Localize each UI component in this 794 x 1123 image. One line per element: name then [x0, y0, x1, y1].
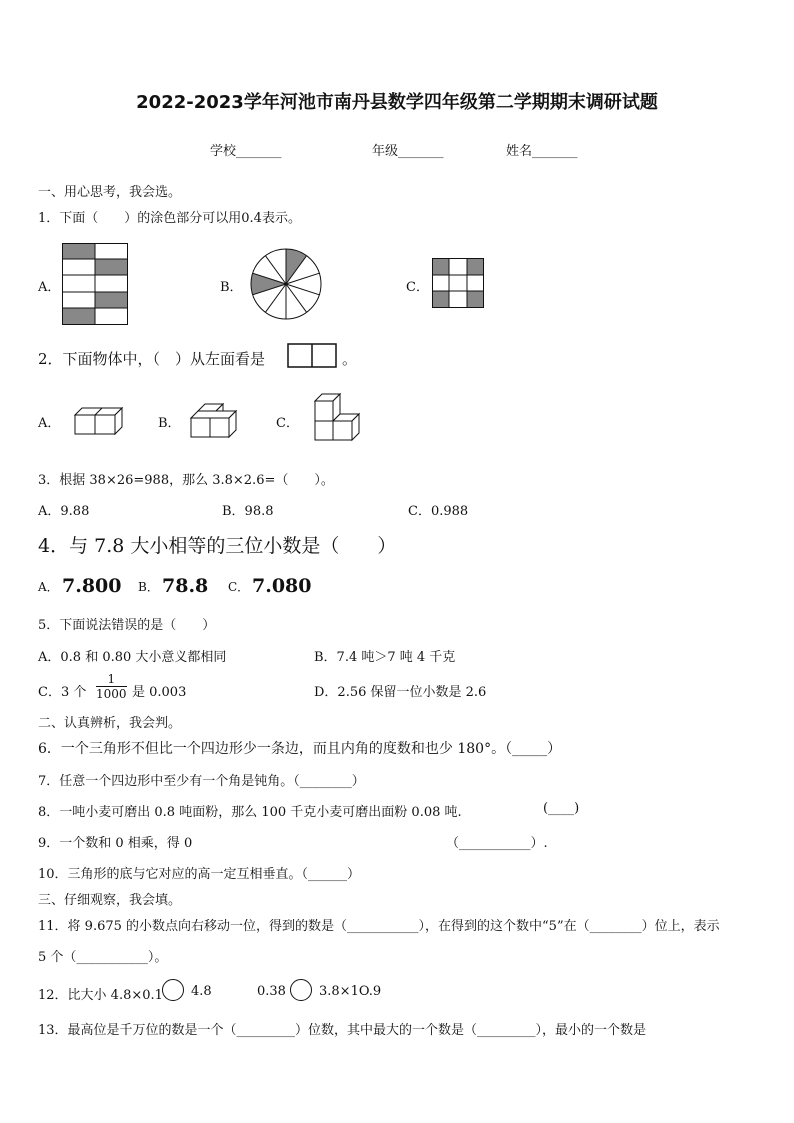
q1-option-a-grid [62, 243, 128, 325]
q8-answer-blank: (____) [543, 801, 580, 816]
q2-option-a-figure [74, 407, 124, 435]
q4-option-b-value: 78.8 [162, 575, 209, 597]
question-11-line-1: 11．将 9.675 的小数点向右移动一位，得到的数是（___________），在得到的这个数中“5”在（________）位上，表示 [38, 919, 720, 934]
q5-fraction-numerator: 1 [96, 672, 127, 687]
q2-left-view-figure [287, 343, 337, 368]
question-2: 2．下面物体中，（ ）从左面看是 [38, 350, 266, 368]
question-11-line-2: 5 个（___________）。 [38, 950, 168, 965]
name-field: 姓名_______ [506, 144, 578, 159]
q4-option-c-label: C． [228, 580, 250, 594]
q2-option-b-label: B． [158, 416, 181, 431]
question-7: 7．任意一个四边形中至少有一个角是钝角。（________） [38, 774, 365, 789]
q2-option-c-label: C． [276, 416, 299, 431]
q5-option-a: A．0.8 和 0.80 大小意义都相同 [38, 650, 227, 665]
question-3: 3．根据 38×26=988，那么 3.8×2.6=（ ）。 [38, 473, 334, 488]
question-6: 6．一个三角形不但比一个四边形少一条边，而且内角的度数和也少 180°。（_____） [38, 741, 562, 757]
section-3-heading: 三、仔细观察，我会填。 [38, 893, 182, 908]
question-9: 9．一个数和 0 相乘，得 0 [38, 836, 193, 851]
q3-option-b: B．98.8 [222, 504, 274, 519]
q1-option-a-label: A． [38, 280, 61, 295]
grade-field: 年级_______ [372, 144, 444, 159]
q2-option-a-label: A． [38, 416, 61, 431]
q1-option-b-circle [250, 248, 322, 320]
q12-compare-circle-1[interactable] [162, 979, 184, 1001]
q2-option-c-figure [313, 393, 361, 441]
page-title: 2022-2023学年河池市南丹县数学四年级第二学期期末调研试题 [136, 92, 658, 113]
q2-option-b-figure [190, 400, 238, 438]
question-2-end: 。 [342, 350, 358, 368]
q5-fraction [96, 672, 127, 701]
school-field: 学校_______ [210, 144, 282, 159]
question-13: 13．最高位是千万位的数是一个（_________）位数，其中最大的一个数是（_________），最小的一个数是 [38, 1023, 647, 1038]
q1-option-c-label: C． [406, 280, 429, 295]
question-8: 8．一吨小麦可磨出 0.8 吨面粉，那么 100 千克小麦可磨出面粉 0.08 吨. [38, 805, 462, 820]
q4-option-b-label: B． [138, 580, 159, 594]
section-1-heading: 一、用心思考，我会选。 [38, 185, 182, 200]
question-4: 4．与 7.8 大小相等的三位小数是（ ） [38, 535, 397, 557]
q1-option-c-grid [432, 258, 484, 308]
q5-option-d: D．2.56 保留一位小数是 2.6 [314, 685, 487, 700]
q12-compare-circle-2[interactable] [290, 979, 312, 1001]
section-2-heading: 二、认真辨析，我会判。 [38, 716, 182, 731]
q3-option-a: A．9.88 [38, 504, 90, 519]
q3-option-c: C．0.988 [408, 504, 469, 519]
q9-answer-blank: （___________）. [446, 836, 548, 851]
q4-option-a-value: 7.800 [62, 575, 122, 597]
question-5: 5．下面说法错误的是（ ） [38, 618, 216, 633]
q4-option-a-label: A． [38, 580, 59, 594]
q5-option-b: B．7.4 吨＞7 吨 4 千克 [314, 650, 456, 665]
question-10: 10．三角形的底与它对应的高一定互相垂直。（______） [38, 867, 361, 882]
question-1: 1．下面（ ）的涂色部分可以用0.4表示。 [38, 211, 301, 226]
q12-value-3: 3.8×1O.9 [319, 984, 382, 999]
q5-fraction-denominator: 1000 [96, 687, 127, 701]
q5-option-c-pre: C．3 个 [38, 685, 87, 700]
q1-option-b-label: B． [220, 280, 243, 295]
q12-value-1: 4.8 [191, 984, 212, 999]
q12-value-2: 0.38 [257, 984, 286, 999]
q5-option-c-post: 是 0.003 [132, 685, 187, 700]
q4-option-c-value: 7.080 [252, 575, 312, 597]
question-12: 12．比大小 4.8×0.1 [38, 988, 163, 1003]
